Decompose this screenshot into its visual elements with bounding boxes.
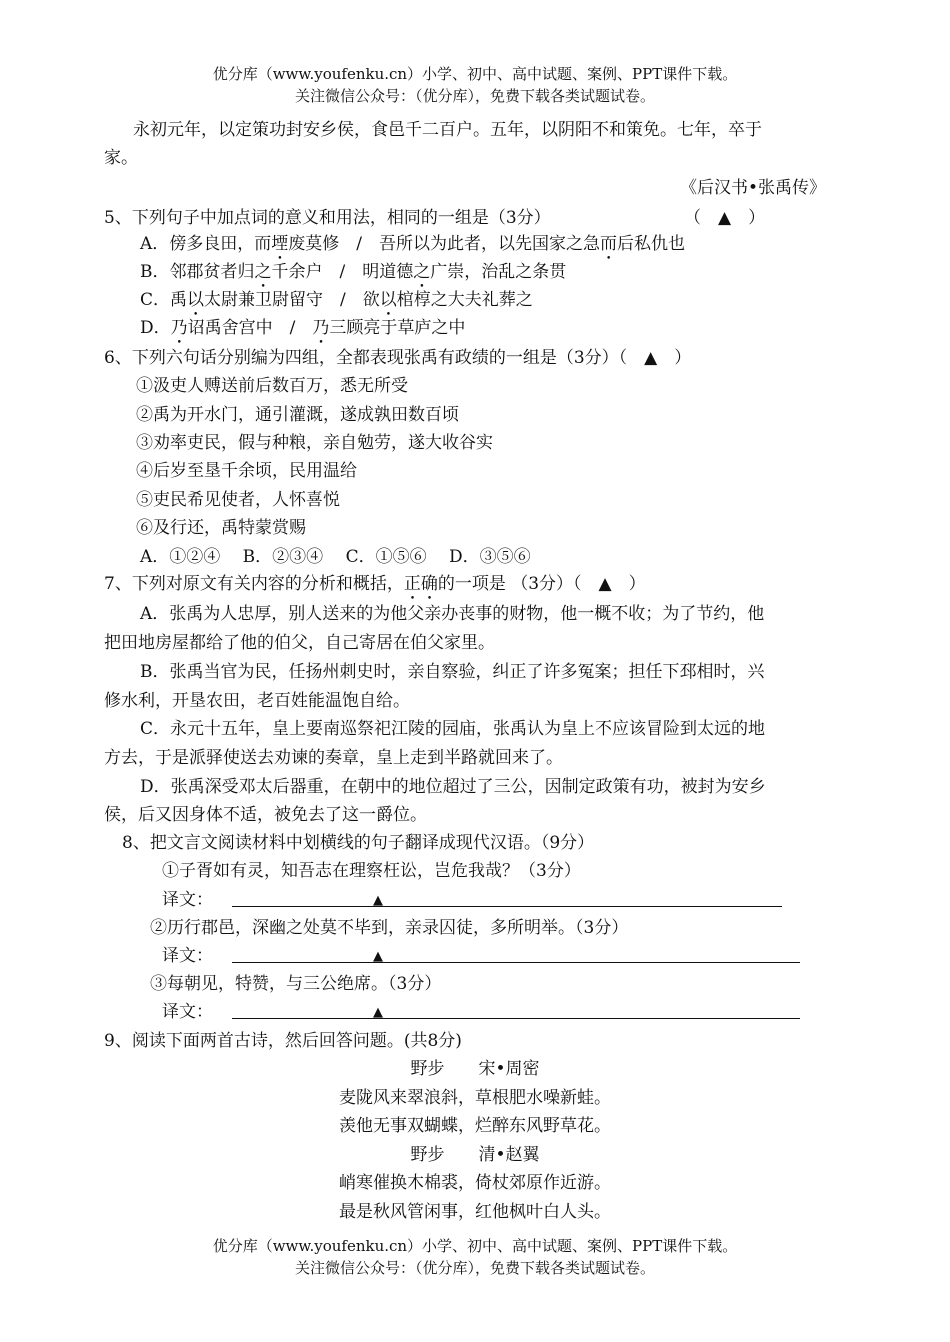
q5-d-part: 三顾亮于草庐之中 [329,318,466,338]
q5-answer-slot[interactable]: （ ▲ ） [684,208,766,228]
poem-2-line-1: 峭寒催换木棉裘，倚杖郊原作近游。 [339,1173,611,1193]
q8-answer-mark-2: ▲ [373,949,383,964]
q6-item-3: ③劝率吏民，假与种粮，亲自勉劳，遂大收谷实 [136,433,493,453]
q8-answer-line-3[interactable] [232,1018,800,1019]
page-footer-line-2: 关注微信公众号：（优分库），免费下载各类试题试卷。 [294,1259,655,1277]
q7-option-d-line-1[interactable]: D．张禹深受邓太后器重，在朝中的地位超过了三公，因制定政策有功，被封为安乡 [140,777,766,797]
q7-option-c-line-1[interactable]: C．永元十五年，皇上要南巡祭祀江陵的园庙，张禹认为皇上不应该冒险到太远的地 [140,719,766,739]
q5-d-dotted-word-2: 乃 [312,318,330,338]
q5-c-part: C．禹 [140,290,188,310]
q7-option-b-line-2: 修水利，开垦农田，老百姓能温饱自给。 [104,691,410,711]
q6-item-2: ②禹为开水门，通引灌溉，遂成孰田数百顷 [136,405,459,425]
q7-stem-part: 7、下列对原文有关内容的分析和概括， [104,574,404,594]
poem-2-line-2: 最是秋风管闲事，红他枫叶白人头。 [339,1202,611,1222]
passage-source: 《后汉书•张禹传》 [680,178,827,198]
q5-a-part: 废莫修 / 吾所以为此者，以先国家之急 [288,234,601,254]
q5-option-d[interactable] [140,316,465,348]
q7-option-a-line-2: 把田地房屋都给了他的伯父，自己寄居在伯父家里。 [104,633,495,653]
q6-stem: 6、下列六句话分别编为四组，全都表现张禹有政绩的一组是（3分）（ ▲ ） [104,348,692,368]
q8-answer-label-1: 译文： [162,890,213,910]
q5-stem: 5、下列句子中加点词的意义和用法，相同的一组是（3分） [104,208,551,228]
q6-item-1: ①汲吏人赙送前后数百万，悉无所受 [136,376,408,396]
q7-stem-part: 的一项是 （3分）（ ▲ ） [437,574,646,594]
q6-item-4: ④后岁至垦千余顷，民用温给 [136,461,357,481]
q8-answer-label-3: 译文： [162,1002,213,1022]
q8-item-3: ③每朝见，特赞，与三公绝席。（3分） [150,974,442,994]
q5-d-part: 诏禹舍宫中 / [187,318,313,338]
poem-1-title: 野步 宋•周密 [410,1059,540,1079]
page-header-line-2: 关注微信公众号：（优分库），免费下载各类试题试卷。 [294,87,655,105]
q5-c-dotted-word-1: 以 [187,290,205,310]
q5-b-dotted-word-2: 之 [413,262,431,282]
q8-item-1: ①子胥如有灵，知吾志在理察枉讼，岂危我哉？（3分） [162,861,581,881]
q8-answer-mark-3: ▲ [373,1005,383,1020]
q7-option-b-line-1[interactable]: B．张禹当官为民，任扬州刺史时，亲自察验，纠正了许多冤案；担任下邳相时，兴 [140,662,765,682]
q7-dotted-word: 正确 [403,574,438,594]
q5-c-part: 太尉兼卫尉留守 / 欲 [204,290,380,310]
passage-line-2: 家。 [104,148,138,168]
q5-a-dotted-word-1: 堙 [271,234,289,254]
q6-choices[interactable]: A．①②④ B．②③④ C．①⑤⑥ D．③⑤⑥ [140,547,531,567]
q8-answer-label-2: 译文： [162,946,213,966]
q5-b-dotted-word-1: 之 [254,262,272,282]
q8-item-2: ②历行郡邑，深幽之处莫不毕到，亲录囚徒，多所明举。（3分） [150,918,629,938]
q9-stem: 9、阅读下面两首古诗，然后回答问题。(共8分) [104,1031,462,1051]
q8-answer-mark-1: ▲ [373,893,383,908]
q5-d-part: D． [140,318,171,338]
q5-b-part: 千余户 / 明道德 [271,262,414,282]
q5-a-dotted-word-2: 而 [600,234,618,254]
q6-item-6: ⑥及行还，禹特蒙赏赐 [136,518,306,538]
q5-b-part: B．邻郡贫者归 [140,262,255,282]
q7-option-a-line-1[interactable]: A．张禹为人忠厚，别人送来的为他父亲办丧事的财物，他一概不收；为了节约，他 [140,604,765,624]
q6-item-5: ⑤吏民希见使者，人怀喜悦 [136,490,340,510]
poem-1-line-1: 麦陇风来翠浪斜，草根肥水噪新蛙。 [339,1088,611,1108]
page-footer-line-1: 优分库（www.youfenku.cn）小学、初中、高中试题、案例、PPT课件下载。 [212,1237,738,1255]
poem-1-line-2: 羡他无事双蝴蝶，烂醉东风野草花。 [339,1116,611,1136]
q5-b-part: 广崇，治乱之条贯 [430,262,567,282]
passage-line-1: 永初元年，以定策功封安乡侯，食邑千二百户。五年，以阴阳不和策免。七年，卒于 [133,120,762,140]
q5-c-part: 棺椁之大夫礼葬之 [396,290,533,310]
q5-d-dotted-word-1: 乃 [170,318,188,338]
poem-2-title: 野步 清•赵翼 [410,1145,540,1165]
q8-answer-line-2[interactable] [232,962,800,963]
q8-stem: 8、把文言文阅读材料中划横线的句子翻译成现代汉语。（9分） [122,833,595,853]
q5-a-part: 后私仇也 [617,234,686,254]
q5-a-part: A．傍多良田，而 [140,234,272,254]
q7-option-c-line-2: 方去，于是派驿使送去劝谏的奏章，皇上走到半路就回来了。 [104,748,563,768]
q5-c-dotted-word-2: 以 [379,290,397,310]
q8-answer-line-1[interactable] [232,906,782,907]
page-header-line-1: 优分库（www.youfenku.cn）小学、初中、高中试题、案例、PPT课件下载。 [212,65,738,83]
q7-stem [104,572,646,604]
q7-option-d-line-2: 侯，后又因身体不适，被免去了这一爵位。 [104,805,427,825]
